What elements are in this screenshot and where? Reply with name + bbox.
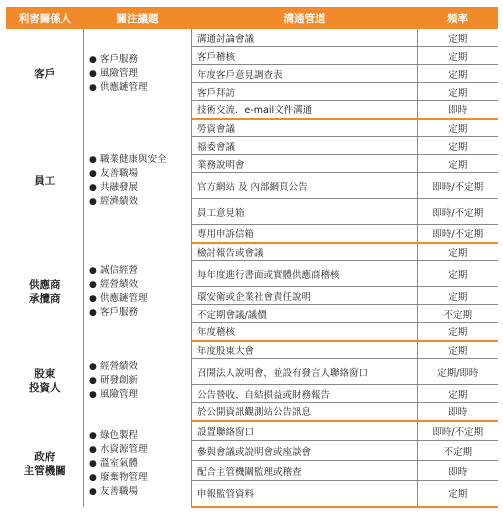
frequency-cell: 定期 — [418, 481, 498, 507]
bullet-icon: ● — [89, 82, 97, 93]
channel-cell: 公告營收、自結損益或財務報告 — [192, 385, 418, 403]
stakeholder-cell — [7, 243, 84, 341]
frequency-cell: 定期 — [418, 243, 498, 261]
channel-cell: 溝通討論會議 — [192, 29, 418, 47]
table-row — [7, 341, 498, 359]
issue-text: 客戶服務 — [100, 306, 139, 318]
frequency-cell: 定期 — [418, 261, 498, 287]
issue-text: 供應鏈管理 — [100, 292, 148, 304]
table-row — [7, 421, 498, 441]
issue-text: 誠信經營 — [100, 264, 139, 276]
issue-text: 客戶服務 — [100, 53, 139, 65]
issue-item — [89, 53, 191, 67]
table-row — [7, 119, 498, 137]
issue-text: 友善職場 — [100, 485, 139, 497]
bullet-icon: ● — [89, 265, 97, 276]
issue-item — [89, 360, 191, 374]
bullet-icon: ● — [89, 444, 97, 455]
stakeholder-name-line: 投資人 — [29, 381, 61, 394]
bullet-icon: ● — [89, 375, 97, 386]
header-stakeholder: 利害關係人 — [7, 8, 84, 29]
issue-item — [89, 443, 191, 457]
channel-cell: 每年度進行書面或實體供應商稽核 — [192, 261, 418, 287]
bullet-icon: ● — [89, 486, 97, 497]
issue-text: 共融發展 — [100, 181, 139, 193]
frequency-cell: 即時/不定期 — [418, 199, 498, 225]
issues-list — [89, 264, 191, 320]
channel-cell: 申報監管資料 — [192, 481, 418, 507]
frequency-cell: 定期 — [418, 47, 498, 65]
bullet-icon: ● — [89, 154, 97, 165]
stakeholder-cell — [7, 119, 84, 243]
issue-text: 風險管理 — [100, 67, 139, 79]
channel-cell: 員工意見箱 — [192, 199, 418, 225]
frequency-cell: 定期 — [418, 83, 498, 101]
bullet-icon: ● — [89, 279, 97, 290]
table-row — [7, 29, 498, 47]
bullet-icon: ● — [89, 307, 97, 318]
stakeholder-name: 客戶 — [34, 67, 56, 80]
issue-text: 供應鏈管理 — [100, 81, 148, 93]
channel-cell: 環安衛或企業社會責任說明 — [192, 287, 418, 305]
issue-text: 友善職場 — [100, 167, 139, 179]
stakeholder-name-line: 供應商 — [29, 278, 61, 291]
bullet-icon: ● — [89, 168, 97, 179]
channel-cell: 福委會議 — [192, 137, 418, 155]
issue-text: 水資源管理 — [100, 443, 148, 455]
channel-cell: 年度稽核 — [192, 323, 418, 341]
frequency-cell: 定期 — [418, 155, 498, 173]
channel-cell: 檢討報告或會議 — [192, 243, 418, 261]
frequency-cell: 定期 — [418, 137, 498, 155]
bullet-icon: ● — [89, 54, 97, 65]
bullet-icon: ● — [89, 196, 97, 207]
issue-item — [89, 278, 191, 292]
bullet-icon: ● — [89, 430, 97, 441]
header-issues: 關注議題 — [84, 8, 192, 29]
channel-cell: 勞資會議 — [192, 119, 418, 137]
issues-list — [89, 53, 191, 95]
issue-text: 廢棄物管理 — [100, 471, 148, 483]
bullet-icon: ● — [89, 361, 97, 372]
frequency-cell: 即時 — [418, 461, 498, 481]
channel-cell: 配合主管機關監理或稽查 — [192, 461, 418, 481]
frequency-cell: 定期 — [418, 323, 498, 341]
channel-cell: 設置聯絡窗口 — [192, 421, 418, 441]
issue-item — [89, 457, 191, 471]
issue-item — [89, 306, 191, 320]
frequency-cell: 定期/即時 — [418, 359, 498, 385]
channel-cell: 專用申訴信箱 — [192, 225, 418, 243]
channel-cell: 年度客戶意見調查表 — [192, 65, 418, 83]
frequency-cell: 定期 — [418, 29, 498, 47]
frequency-cell: 定期 — [418, 65, 498, 83]
stakeholder-name: 員工 — [34, 174, 56, 187]
issue-item — [89, 167, 191, 181]
channel-cell: 官方網站 及 內部網頁公告 — [192, 173, 418, 199]
channel-cell: 客戶拜訪 — [192, 83, 418, 101]
channel-cell: 於公開資訊觀測站公告訊息 — [192, 403, 418, 421]
issue-item — [89, 471, 191, 485]
stakeholder-cell — [7, 29, 84, 119]
header-frequency: 頻率 — [418, 8, 498, 29]
frequency-cell: 不定期 — [418, 305, 498, 323]
issues-cell — [84, 421, 192, 507]
issue-item — [89, 153, 191, 167]
stakeholder-communication-table — [6, 7, 498, 508]
issue-item — [89, 67, 191, 81]
bullet-icon: ● — [89, 458, 97, 469]
issues-list — [89, 153, 191, 209]
issue-item — [89, 81, 191, 95]
issues-list — [89, 429, 191, 499]
issue-text: 溫室氣體 — [100, 457, 139, 469]
stakeholder-name-line: 股東 — [34, 367, 56, 380]
stakeholder-name-line: 承攬商 — [29, 292, 61, 305]
issues-cell — [84, 341, 192, 421]
channel-cell: 不定期會議/議價 — [192, 305, 418, 323]
channel-cell: 參與會議或說明會或座談會 — [192, 441, 418, 461]
header-channel: 溝通管道 — [192, 8, 418, 29]
frequency-cell: 定期 — [418, 385, 498, 403]
issues-list — [89, 360, 191, 402]
frequency-cell: 即時/不定期 — [418, 225, 498, 243]
issue-text: 研發創新 — [100, 374, 139, 386]
frequency-cell: 即時 — [418, 403, 498, 421]
stakeholder-cell — [7, 421, 84, 507]
issue-item — [89, 374, 191, 388]
issues-cell — [84, 243, 192, 341]
issue-text: 風險管理 — [100, 388, 139, 400]
header-row — [7, 8, 498, 29]
issue-text: 經濟績效 — [100, 195, 139, 207]
issues-cell — [84, 119, 192, 243]
channel-cell: 技術交流．e-mail文件溝通 — [192, 101, 418, 119]
channel-cell: 召開法人說明會，並設有發言人聯絡窗口 — [192, 359, 418, 385]
issue-text: 綠色製程 — [100, 429, 139, 441]
frequency-cell: 即時 — [418, 101, 498, 119]
bullet-icon: ● — [89, 472, 97, 483]
issue-text: 職業健康與安全 — [100, 153, 167, 165]
table-row — [7, 243, 498, 261]
channel-cell: 業務說明會 — [192, 155, 418, 173]
issue-item — [89, 485, 191, 499]
frequency-cell: 定期 — [418, 119, 498, 137]
frequency-cell: 不定期 — [418, 441, 498, 461]
issue-item — [89, 181, 191, 195]
issue-text: 經營績效 — [100, 360, 139, 372]
issue-item — [89, 195, 191, 209]
frequency-cell: 定期 — [418, 287, 498, 305]
issue-item — [89, 388, 191, 402]
stakeholder-cell — [7, 341, 84, 421]
stakeholder-name-line: 主管機關 — [23, 464, 66, 477]
bullet-icon: ● — [89, 293, 97, 304]
bullet-icon: ● — [89, 389, 97, 400]
issues-cell — [84, 29, 192, 119]
issue-item — [89, 429, 191, 443]
bullet-icon: ● — [89, 182, 97, 193]
frequency-cell: 即時/不定期 — [418, 173, 498, 199]
issue-text: 經營績效 — [100, 278, 139, 290]
stakeholder-name-line: 政府 — [34, 450, 56, 463]
channel-cell: 客戶稽核 — [192, 47, 418, 65]
frequency-cell: 定期 — [418, 341, 498, 359]
channel-cell: 年度股東大會 — [192, 341, 418, 359]
issue-item — [89, 292, 191, 306]
frequency-cell: 即時/不定期 — [418, 421, 498, 441]
bullet-icon: ● — [89, 68, 97, 79]
issue-item — [89, 264, 191, 278]
